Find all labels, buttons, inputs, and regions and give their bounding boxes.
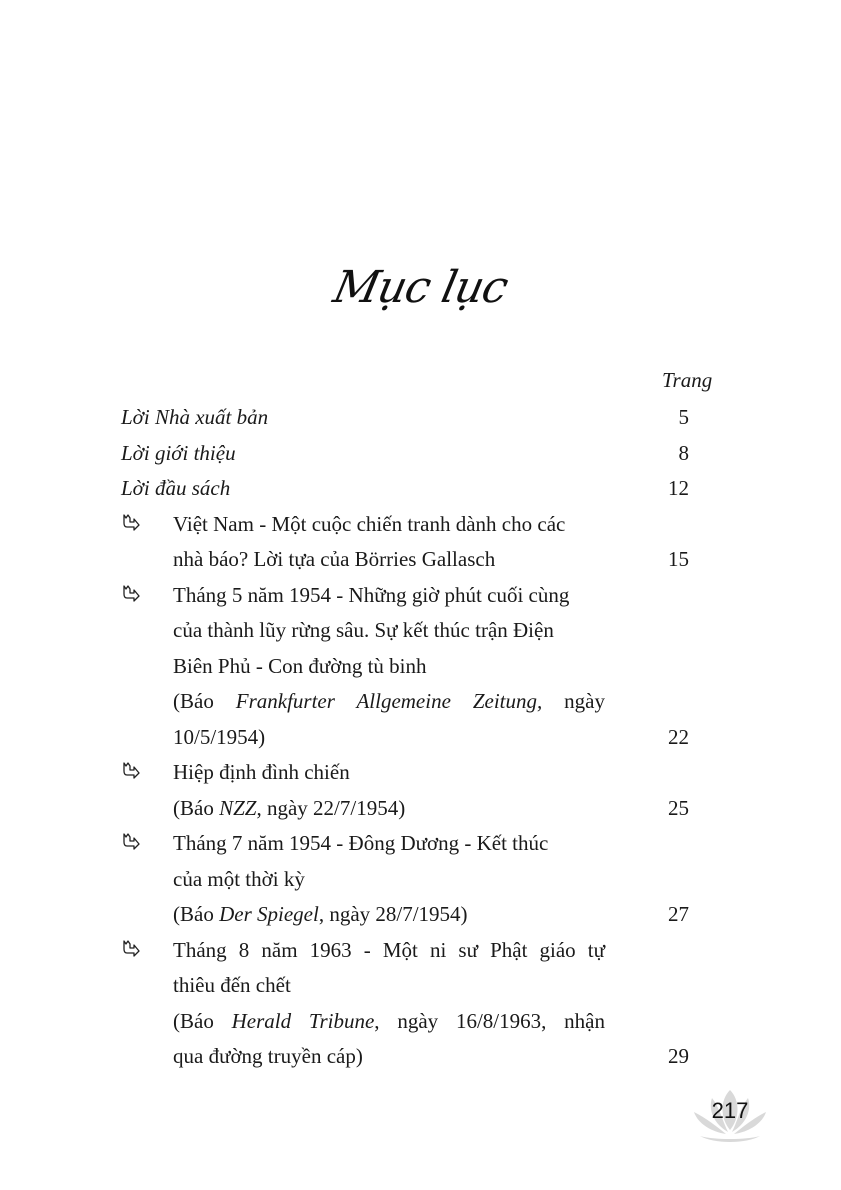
toc-page-number: 25: [668, 795, 689, 820]
toc-page-number: 8: [678, 440, 689, 465]
toc-page-number: 5: [678, 405, 689, 429]
entry-source: [173, 791, 605, 827]
entry-source-cont: 10/5/1954): [173, 724, 266, 749]
source-name: Herald Tribune: [231, 1008, 375, 1033]
entry-title-line: thiêu đến chết: [173, 973, 291, 997]
toc-entry[interactable]: [121, 826, 689, 933]
toc-entry[interactable]: [121, 578, 689, 756]
arrow-bullet-icon: [121, 832, 141, 852]
page-title: Mục lục: [329, 262, 512, 313]
source-suffix: , ngày 22/7/1954): [256, 795, 406, 820]
entry-title-line: Tháng 8 năm 1963 - Một ni sư Phật giáo tự: [173, 937, 605, 962]
toc-label: Lời đầu sách: [121, 476, 231, 500]
source-prefix: (Báo: [173, 1008, 232, 1033]
table-of-contents: [121, 400, 689, 1075]
source-name: NZZ: [219, 795, 257, 820]
source-prefix: (Báo: [173, 795, 220, 820]
entry-title-line: của thành lũy rừng sâu. Sự kết thúc trận Điện: [173, 618, 554, 642]
toc-label: Lời giới thiệu: [121, 440, 236, 465]
toc-page-number: 29: [668, 1044, 689, 1068]
entry-title-line: Biên Phủ - Con đường tù binh: [173, 653, 427, 678]
entry-source: [173, 684, 605, 720]
source-suffix: ngày: [542, 689, 605, 713]
toc-entry[interactable]: [121, 933, 689, 1075]
arrow-bullet-icon: [121, 939, 141, 959]
source-suffix: , ngày 28/7/1954): [318, 902, 468, 926]
source-prefix: (Báo: [173, 902, 220, 926]
toc-label: Lời Nhà xuất bản: [121, 405, 269, 429]
toc-entry[interactable]: [121, 755, 689, 826]
toc-front-item[interactable]: [121, 436, 689, 472]
entry-title-line: Tháng 5 năm 1954 - Những giờ phút cuối cùng: [173, 582, 570, 607]
toc-page-number: 12: [668, 476, 689, 500]
arrow-bullet-icon: [121, 761, 141, 781]
source-suffix: , ngày 16/8/1963, nhận: [374, 1008, 606, 1033]
toc-page-number: 22: [668, 724, 689, 749]
toc-entry[interactable]: [121, 507, 689, 578]
arrow-bullet-icon: [121, 584, 141, 604]
toc-front-item[interactable]: [121, 400, 689, 436]
page-number: 217: [711, 1098, 749, 1123]
entry-title-line: Tháng 7 năm 1954 - Đông Dương - Kết thúc: [173, 831, 549, 855]
entry-title-line: Việt Nam - Một cuộc chiến tranh dành cho các: [173, 511, 566, 536]
toc-front-item[interactable]: [121, 471, 689, 507]
entry-title-line: của một thời kỳ: [173, 866, 305, 891]
source-name: Frankfurter Allgemeine Zeitung,: [235, 689, 543, 713]
toc-page-number: 15: [668, 547, 689, 571]
page-column-header: Trang: [662, 368, 713, 392]
entry-source: [173, 897, 605, 933]
page-footer: [690, 1088, 770, 1144]
entry-source: [173, 1004, 605, 1040]
entry-source-cont: qua đường truyền cáp): [173, 1044, 363, 1068]
entry-title-line: Hiệp định đình chiến: [173, 760, 350, 784]
arrow-bullet-icon: [121, 513, 141, 533]
source-name: Der Spiegel: [219, 902, 319, 926]
source-prefix: (Báo: [173, 689, 236, 713]
toc-page-number: 27: [668, 902, 689, 926]
entry-title-line: nhà báo? Lời tựa của Börries Gallasch: [173, 547, 496, 571]
